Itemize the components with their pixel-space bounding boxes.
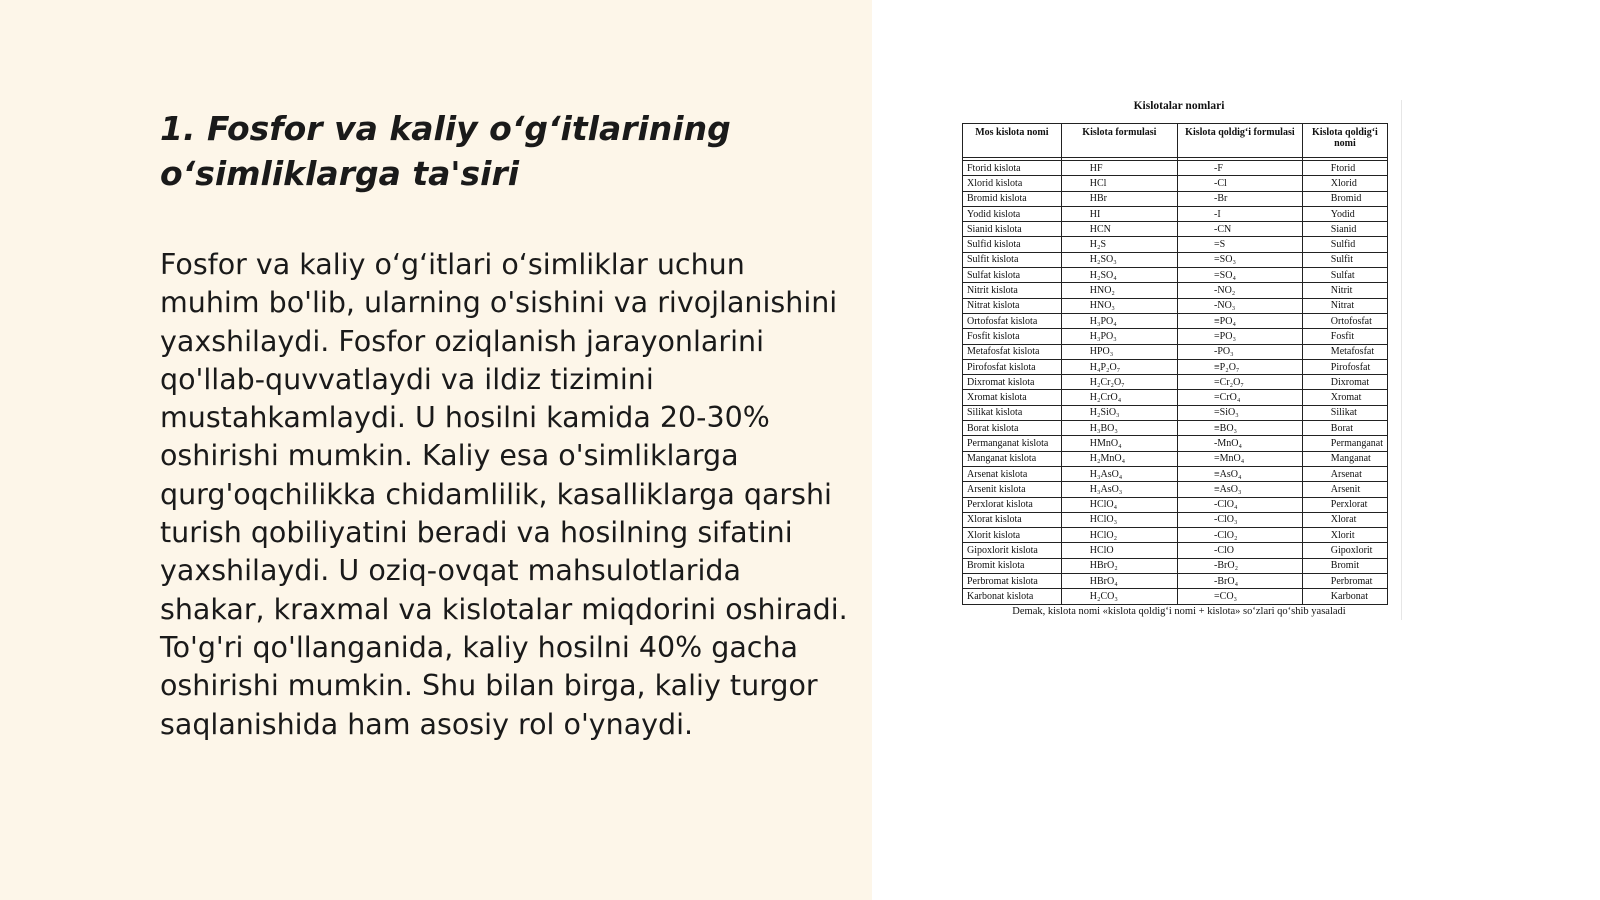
residue-name-cell: Xlorid (1302, 176, 1387, 191)
acid-name-cell: Bromit kislota (963, 558, 1062, 573)
residue-formula-cell: -I (1178, 206, 1303, 221)
residue-name-cell: Sulfat (1302, 268, 1387, 283)
acid-formula-cell: H₂SiO₃ (1061, 405, 1177, 420)
residue-formula-cell: -ClO₄ (1178, 497, 1303, 512)
residue-formula-cell: ≡AsO₃ (1178, 482, 1303, 497)
acid-formula-cell: HCl (1061, 176, 1177, 191)
table-body (963, 158, 1388, 605)
acid-formula-cell: H₃PO₄ (1061, 313, 1177, 328)
residue-name-cell: Nitrit (1302, 283, 1387, 298)
table-row (963, 237, 1388, 252)
acid-formula-cell: H₂CrO₄ (1061, 390, 1177, 405)
acid-formula-cell: H₂S (1061, 237, 1177, 252)
residue-formula-cell: -ClO₃ (1178, 512, 1303, 527)
residue-formula-cell: -Br (1178, 191, 1303, 206)
residue-formula-cell: -F (1178, 161, 1303, 176)
residue-formula-cell: =CO₃ (1178, 589, 1303, 604)
residue-formula-cell: =Cr₂O₇ (1178, 375, 1303, 390)
acid-formula-cell: HCN (1061, 222, 1177, 237)
table-row (963, 329, 1388, 344)
table-row (963, 375, 1388, 390)
acid-name-cell: Pirofosfat kislota (963, 359, 1062, 374)
header-cell-acid-name: Mos kislota nomi (963, 124, 1062, 158)
table-row (963, 512, 1388, 527)
acid-formula-cell: H₂Cr₂O₇ (1061, 375, 1177, 390)
acid-name-cell: Sulfit kislota (963, 252, 1062, 267)
acid-name-cell: Perxlorat kislota (963, 497, 1062, 512)
table-row (963, 161, 1388, 176)
acid-formula-cell: HBrO₄ (1061, 574, 1177, 589)
acid-name-cell: Xlorat kislota (963, 512, 1062, 527)
acid-name-cell: Sulfid kislota (963, 237, 1062, 252)
residue-name-cell: Sulfid (1302, 237, 1387, 252)
residue-name-cell: Ftorid (1302, 161, 1387, 176)
acid-name-cell: Xlorid kislota (963, 176, 1062, 191)
acid-name-cell: Silikat kislota (963, 405, 1062, 420)
residue-name-cell: Manganat (1302, 451, 1387, 466)
table-row (963, 298, 1388, 313)
table-row (963, 543, 1388, 558)
acid-formula-cell: HBrO₂ (1061, 558, 1177, 573)
acid-name-cell: Ortofosfat kislota (963, 313, 1062, 328)
acid-formula-cell: HBr (1061, 191, 1177, 206)
residue-name-cell: Karbonat (1302, 589, 1387, 604)
acid-formula-cell: H₂CO₃ (1061, 589, 1177, 604)
table-row (963, 390, 1388, 405)
residue-formula-cell: ≡P₂O₇ (1178, 359, 1303, 374)
acid-name-cell: Xlorit kislota (963, 528, 1062, 543)
table-row (963, 589, 1388, 604)
residue-formula-cell: -NO₃ (1178, 298, 1303, 313)
residue-name-cell: Sianid (1302, 222, 1387, 237)
residue-name-cell: Xlorat (1302, 512, 1387, 527)
residue-name-cell: Ortofosfat (1302, 313, 1387, 328)
acid-name-cell: Sianid kislota (963, 222, 1062, 237)
acid-formula-cell: H₃AsO₃ (1061, 482, 1177, 497)
residue-formula-cell: -BrO₂ (1178, 558, 1303, 573)
acid-formula-cell: H₃AsO₄ (1061, 466, 1177, 481)
acid-formula-cell: HClO₄ (1061, 497, 1177, 512)
table-row (963, 222, 1388, 237)
residue-formula-cell: =SO₄ (1178, 268, 1303, 283)
acid-name-cell: Karbonat kislota (963, 589, 1062, 604)
acid-names-table-image (956, 96, 1402, 626)
acid-formula-cell: H₂SO₃ (1061, 252, 1177, 267)
acid-name-cell: Arsenat kislota (963, 466, 1062, 481)
residue-name-cell: Bromit (1302, 558, 1387, 573)
residue-formula-cell: -NO₂ (1178, 283, 1303, 298)
acid-name-cell: Sulfat kislota (963, 268, 1062, 283)
residue-formula-cell: =MnO₄ (1178, 451, 1303, 466)
acid-formula-cell: H₄P₂O₇ (1061, 359, 1177, 374)
residue-formula-cell: -MnO₄ (1178, 436, 1303, 451)
residue-formula-cell: ≡PO₄ (1178, 313, 1303, 328)
residue-name-cell: Dixromat (1302, 375, 1387, 390)
acid-formula-cell: H₃BO₃ (1061, 421, 1177, 436)
acid-formula-cell: H₂SO₄ (1061, 268, 1177, 283)
table-row (963, 176, 1388, 191)
header-cell-acid-formula: Kislota formulasi (1061, 124, 1177, 158)
acid-name-cell: Gipoxlorit kislota (963, 543, 1062, 558)
residue-formula-cell: ≡BO₃ (1178, 421, 1303, 436)
table-row (963, 574, 1388, 589)
acid-formula-cell: H₃PO₃ (1061, 329, 1177, 344)
residue-name-cell: Perxlorat (1302, 497, 1387, 512)
image-edge-line (1401, 100, 1402, 620)
residue-name-cell: Permanganat (1302, 436, 1387, 451)
table-row (963, 421, 1388, 436)
table-row (963, 405, 1388, 420)
table-row (963, 344, 1388, 359)
table-row (963, 436, 1388, 451)
header-cell-residue-formula: Kislota qoldig‘i formulasi (1178, 124, 1303, 158)
table-row (963, 313, 1388, 328)
table-title: Kislotalar nomlari (1133, 100, 1225, 112)
residue-formula-cell: -BrO₄ (1178, 574, 1303, 589)
acid-formula-cell: HI (1061, 206, 1177, 221)
slide-body-text: Fosfor va kaliy o‘g‘itlari o‘simliklar uchun muhim bo'lib, ularning o'sishini va rivojlanishini yaxshilaydi. Fosfor oziqlanish jarayonlarini qo'llab-quvvatlaydi va ildiz tizimini mustahkamlaydi. U hosilni kamida 20-30% oshirishi mumkin. Kaliy esa o'simliklarga qurg'oqchilikka chidamlilik, kasalliklarga qarshi turish qobiliyatini beradi va hosilning sifatini yaxshilaydi. U oziq-ovqat mahsulotlarida shakar, kraxmal va kislotalar miqdorini oshiradi. To'g'ri qo'llanganida, kaliy hosilni 40% gacha oshirishi mumkin. Shu bilan birga, kaliy turgor saqlanishida ham asosiy rol o'ynaydi. (160, 248, 848, 741)
residue-name-cell: Silikat (1302, 405, 1387, 420)
residue-name-cell: Perbromat (1302, 574, 1387, 589)
acid-formula-cell: HPO₃ (1061, 344, 1177, 359)
table-row (963, 482, 1388, 497)
acid-name-cell: Fosfit kislota (963, 329, 1062, 344)
table-row (963, 283, 1388, 298)
table-header-row (963, 124, 1388, 158)
residue-formula-cell: ≡AsO₄ (1178, 466, 1303, 481)
table-row (963, 497, 1388, 512)
table-row (963, 268, 1388, 283)
table-row (963, 451, 1388, 466)
residue-formula-cell: -CN (1178, 222, 1303, 237)
residue-formula-cell: -PO₃ (1178, 344, 1303, 359)
residue-formula-cell: =S (1178, 237, 1303, 252)
residue-name-cell: Nitrat (1302, 298, 1387, 313)
residue-formula-cell: =PO₃ (1178, 329, 1303, 344)
residue-name-cell: Bromid (1302, 191, 1387, 206)
acid-formula-cell: HClO₃ (1061, 512, 1177, 527)
residue-formula-cell: =SiO₃ (1178, 405, 1303, 420)
residue-formula-cell: -ClO (1178, 543, 1303, 558)
acid-name-cell: Bromid kislota (963, 191, 1062, 206)
table-row (963, 206, 1388, 221)
acid-formula-cell: HNO₃ (1061, 298, 1177, 313)
residue-name-cell: Fosfit (1302, 329, 1387, 344)
residue-formula-cell: -Cl (1178, 176, 1303, 191)
table-caption: Demak, kislota nomi «kislota qoldig‘i nomi + kislota» so‘zlari qo‘shib yasaladi (1012, 606, 1346, 617)
acid-name-cell: Permanganat kislota (963, 436, 1062, 451)
residue-name-cell: Pirofosfat (1302, 359, 1387, 374)
residue-name-cell: Xlorit (1302, 528, 1387, 543)
acid-name-cell: Dixromat kislota (963, 375, 1062, 390)
acid-formula-cell: H₂MnO₄ (1061, 451, 1177, 466)
residue-formula-cell: =SO₃ (1178, 252, 1303, 267)
residue-name-cell: Xromat (1302, 390, 1387, 405)
acid-name-cell: Borat kislota (963, 421, 1062, 436)
acid-formula-cell: HClO₂ (1061, 528, 1177, 543)
acid-name-cell: Metafosfat kislota (963, 344, 1062, 359)
table-row (963, 191, 1388, 206)
residue-name-cell: Arsenit (1302, 482, 1387, 497)
acid-formula-cell: HNO₂ (1061, 283, 1177, 298)
residue-formula-cell: =CrO₄ (1178, 390, 1303, 405)
acid-name-cell: Perbromat kislota (963, 574, 1062, 589)
residue-name-cell: Yodid (1302, 206, 1387, 221)
acid-name-cell: Xromat kislota (963, 390, 1062, 405)
table-row (963, 528, 1388, 543)
residue-formula-cell: -ClO₂ (1178, 528, 1303, 543)
acid-formula-cell: HClO (1061, 543, 1177, 558)
acid-name-cell: Yodid kislota (963, 206, 1062, 221)
acid-name-cell: Nitrat kislota (963, 298, 1062, 313)
residue-name-cell: Sulfit (1302, 252, 1387, 267)
acid-name-cell: Nitrit kislota (963, 283, 1062, 298)
header-cell-residue-name: Kislota qoldig‘i nomi (1302, 124, 1387, 158)
residue-name-cell: Gipoxlorit (1302, 543, 1387, 558)
acid-names-table (962, 123, 1388, 605)
residue-name-cell: Metafosfat (1302, 344, 1387, 359)
residue-name-cell: Arsenat (1302, 466, 1387, 481)
table-row (963, 359, 1388, 374)
table-row (963, 252, 1388, 267)
table-row (963, 466, 1388, 481)
acid-name-cell: Manganat kislota (963, 451, 1062, 466)
acid-formula-cell: HMnO₄ (1061, 436, 1177, 451)
table-row (963, 558, 1388, 573)
slide-title: 1. Fosfor va kaliy o‘g‘itlarining o‘simliklarga ta'siri (160, 109, 731, 193)
residue-name-cell: Borat (1302, 421, 1387, 436)
acid-formula-cell: HF (1061, 161, 1177, 176)
acid-name-cell: Ftorid kislota (963, 161, 1062, 176)
acid-name-cell: Arsenit kislota (963, 482, 1062, 497)
